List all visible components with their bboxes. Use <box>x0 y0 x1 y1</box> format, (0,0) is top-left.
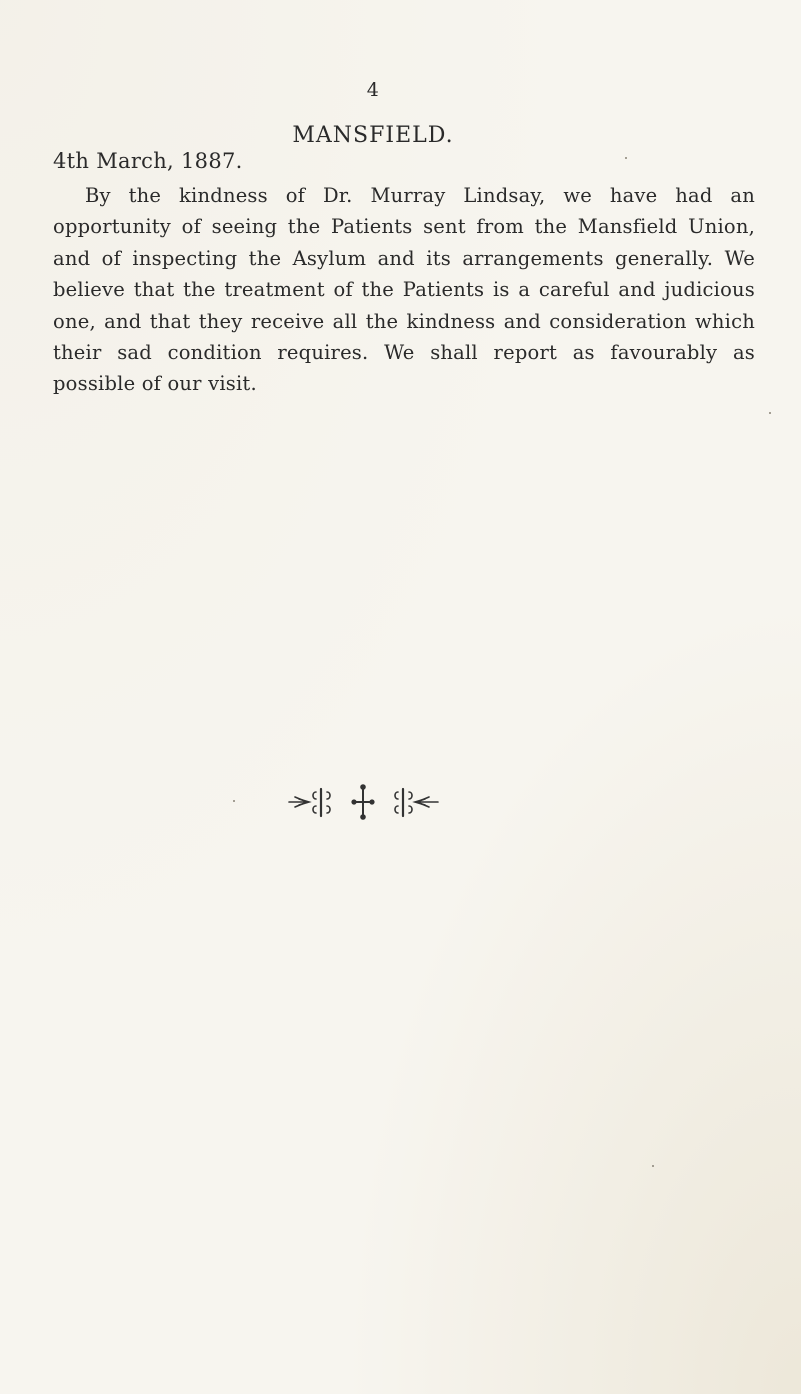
paper-speck <box>625 157 627 159</box>
paper-speck <box>652 1165 654 1167</box>
body-paragraph: By the kindness of Dr. Murray Lindsay, we have had an opportunity of seeing the Patients sent from the Mansfield Union, and of inspecting the Asylum and its arrangements generally. We believe that the treatment of the Patients is a careful and judicious one, and that they receive all the kindness and consideration which their sad condition requires. We shall report as favourably as possible of our visit. <box>53 184 755 396</box>
paper-speck <box>769 412 771 414</box>
page-number: 4 <box>366 79 380 101</box>
dateline: 4th March, 1887. <box>53 149 243 173</box>
section-heading: MANSFIELD. <box>292 123 454 148</box>
printers-ornament-icon <box>283 775 443 821</box>
paper-speck <box>233 800 235 802</box>
